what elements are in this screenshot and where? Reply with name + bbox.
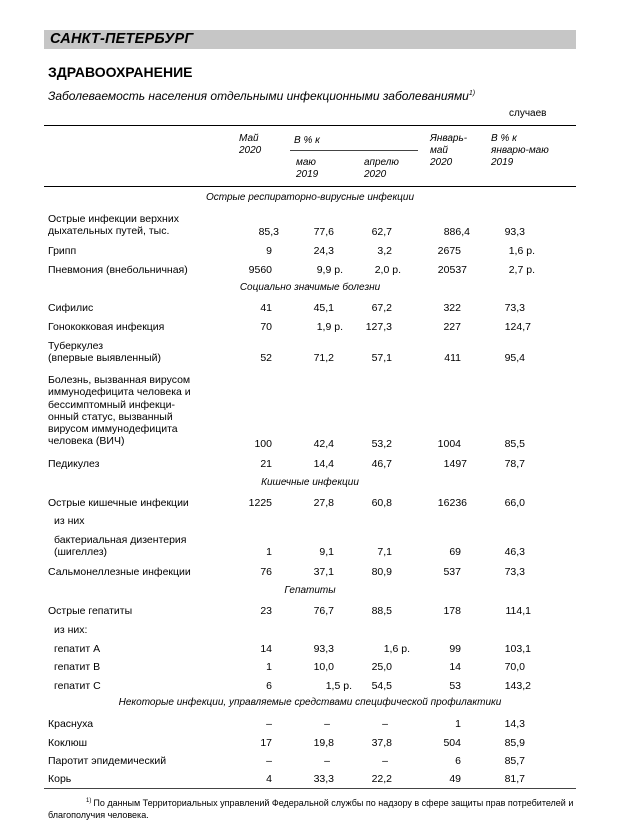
row-label: Острые кишечные инфекции	[48, 497, 189, 509]
cell-pct-april-2020: 53,2	[371, 438, 392, 450]
cell-may-2020: 14	[260, 643, 272, 655]
cell-pct-jan-may-2019: 46,3	[504, 546, 525, 558]
cell-jan-may-2020: 1	[455, 718, 461, 730]
row-label: Сифилис	[48, 302, 94, 314]
cell-pct-april-2020: 80,9	[371, 566, 392, 578]
row-label: гепатит А	[54, 643, 101, 655]
row-label: Сальмонеллезные инфекции	[48, 566, 191, 578]
table-title-footnote-mark: 1)	[468, 90, 476, 97]
table-title	[48, 89, 475, 103]
cell-pct-may-2019: 37,1	[313, 566, 334, 578]
table-title-text: Заболеваемость населения отдельными инфекционными заболеваниями	[48, 89, 469, 103]
cell-pct-may-2019: 19,8	[313, 737, 334, 749]
cell-pct-jan-may-2019: 1,6 р.	[508, 245, 535, 257]
cell-pct-may-2019: –	[324, 718, 330, 730]
cell-may-2020: 52	[260, 352, 272, 364]
cell-may-2020: 100	[254, 438, 272, 450]
row-label: Гонококковая инфекция	[48, 321, 165, 333]
cell-may-2020: –	[266, 755, 272, 767]
cell-jan-may-2020: 53	[449, 680, 461, 692]
cell-pct-april-2020: 7,1	[377, 546, 392, 558]
cell-may-2020: 76	[260, 566, 272, 578]
cell-may-2020: 4	[266, 773, 272, 785]
cell-pct-jan-may-2019: 73,3	[504, 566, 525, 578]
row-label: Паротит эпидемический	[48, 755, 167, 767]
cell-pct-april-2020: 62,7	[371, 226, 392, 238]
cell-pct-jan-may-2019: 81,7	[504, 773, 525, 785]
cell-may-2020: 23	[260, 605, 272, 617]
cell-may-2020: 17	[260, 737, 272, 749]
pct-group-rule	[290, 150, 418, 151]
cell-may-2020: 21	[260, 458, 272, 470]
cell-pct-april-2020: 1,6 р.	[383, 643, 410, 655]
cell-pct-may-2019: 9,9 р.	[316, 264, 343, 276]
row-label: Туберкулез (впервые выявленный)	[48, 340, 161, 365]
cell-pct-jan-may-2019: 93,3	[504, 226, 525, 238]
cell-pct-april-2020: 37,8	[371, 737, 392, 749]
cell-pct-jan-may-2019: 66,0	[504, 497, 525, 509]
cell-jan-may-2020: 227	[443, 321, 461, 333]
col-header-jan-may-2020: Январь- май 2020	[430, 133, 468, 168]
section-heading: Острые респираторно-вирусные инфекции	[205, 192, 415, 203]
cell-jan-may-2020: 537	[443, 566, 461, 578]
section-heading: Некоторые инфекции, управляемые средствами специфической профилактики	[118, 697, 502, 708]
row-label: гепатит С	[54, 680, 101, 692]
cell-pct-april-2020: 57,1	[371, 352, 392, 364]
row-label: Острые гепатиты	[48, 605, 133, 617]
row-label: Пневмония (внебольничная)	[48, 264, 188, 276]
section-heading: Гепатиты	[284, 585, 336, 596]
cell-pct-jan-may-2019: 73,3	[504, 302, 525, 314]
cell-pct-jan-may-2019: 70,0	[504, 661, 525, 673]
cell-pct-jan-may-2019: 143,2	[504, 680, 531, 692]
row-label: Коклюш	[48, 737, 88, 749]
cell-pct-may-2019: 10,0	[313, 661, 334, 673]
row-label: Педикулез	[48, 458, 100, 470]
row-label: Острые инфекции верхних дыхательных путей, тыс.	[48, 213, 179, 238]
cell-may-2020: 6	[266, 680, 272, 692]
row-label: гепатит В	[54, 661, 101, 673]
cell-pct-may-2019: 42,4	[313, 438, 334, 450]
cell-pct-jan-may-2019: 85,9	[504, 737, 525, 749]
row-label: из них:	[54, 624, 88, 636]
col-header-pct-group: В % к	[294, 135, 320, 146]
cell-may-2020: 41	[260, 302, 272, 314]
cell-jan-may-2020: 99	[449, 643, 461, 655]
table-units: случаев	[509, 108, 547, 119]
footnote	[48, 795, 578, 821]
row-label: Корь	[48, 773, 72, 785]
cell-pct-april-2020: 22,2	[371, 773, 392, 785]
cell-pct-jan-may-2019: 124,7	[504, 321, 531, 333]
cell-pct-jan-may-2019: 14,3	[504, 718, 525, 730]
cell-jan-may-2020: 1497	[443, 458, 467, 470]
cell-pct-may-2019: 76,7	[313, 605, 334, 617]
section-heading: Кишечные инфекции	[261, 477, 359, 488]
region-header-bar	[44, 30, 576, 49]
cell-may-2020: 9560	[248, 264, 272, 276]
cell-jan-may-2020: 69	[449, 546, 461, 558]
cell-pct-may-2019: 14,4	[313, 458, 334, 470]
region-title: САНКТ-ПЕТЕРБУРГ	[50, 31, 194, 47]
cell-pct-may-2019: 71,2	[313, 352, 334, 364]
cell-jan-may-2020: 20537	[437, 264, 467, 276]
footnote-text: По данным Территориальных управлений Федеральной службы по надзору в сфере защиты прав потребителей и благополучия человека.	[48, 798, 574, 820]
cell-pct-april-2020: 54,5	[371, 680, 392, 692]
cell-pct-april-2020: –	[382, 718, 388, 730]
cell-may-2020: 85,3	[258, 226, 279, 238]
col-header-may-2019: маю 2019	[296, 157, 319, 180]
cell-pct-jan-may-2019: 78,7	[504, 458, 525, 470]
cell-pct-april-2020: 25,0	[371, 661, 392, 673]
cell-pct-april-2020: 67,2	[371, 302, 392, 314]
cell-pct-jan-may-2019: 103,1	[504, 643, 531, 655]
row-label: Грипп	[48, 245, 77, 257]
cell-pct-may-2019: 33,3	[313, 773, 334, 785]
cell-pct-may-2019: 9,1	[319, 546, 334, 558]
cell-pct-may-2019: 93,3	[313, 643, 334, 655]
cell-pct-jan-may-2019: 95,4	[504, 352, 525, 364]
cell-pct-april-2020: 46,7	[371, 458, 392, 470]
cell-pct-may-2019: –	[324, 755, 330, 767]
cell-pct-may-2019: 27,8	[313, 497, 334, 509]
cell-jan-may-2020: 886,4	[443, 226, 470, 238]
col-header-april-2020: апрелю 2020	[364, 157, 399, 180]
cell-jan-may-2020: 411	[444, 352, 461, 364]
cell-jan-may-2020: 1004	[437, 438, 461, 450]
cell-pct-april-2020: –	[382, 755, 388, 767]
row-label: из них	[54, 515, 85, 527]
footnote-mark: 1)	[86, 798, 92, 804]
cell-jan-may-2020: 178	[443, 605, 461, 617]
cell-pct-may-2019: 77,6	[313, 226, 334, 238]
col-header-may-2020: Май 2020	[239, 133, 262, 156]
cell-pct-may-2019: 1,9 р.	[316, 321, 343, 333]
section-heading: Социально значимые болезни	[239, 282, 381, 293]
cell-may-2020: 70	[260, 321, 272, 333]
cell-pct-jan-may-2019: 2,7 р.	[508, 264, 535, 276]
cell-pct-may-2019: 45,1	[313, 302, 334, 314]
cell-pct-april-2020: 2,0 р.	[374, 264, 401, 276]
cell-jan-may-2020: 6	[455, 755, 461, 767]
cell-jan-may-2020: 14	[449, 661, 461, 673]
header-bottom-rule	[44, 186, 576, 187]
cell-jan-may-2020: 322	[443, 302, 461, 314]
cell-jan-may-2020: 2675	[437, 245, 461, 257]
cell-pct-april-2020: 88,5	[371, 605, 392, 617]
cell-pct-may-2019: 24,3	[313, 245, 334, 257]
cell-may-2020: –	[266, 718, 272, 730]
cell-pct-jan-may-2019: 85,5	[504, 438, 525, 450]
cell-may-2020: 1225	[248, 497, 272, 509]
cell-pct-april-2020: 127,3	[365, 321, 392, 333]
cell-may-2020: 1	[266, 661, 272, 673]
cell-jan-may-2020: 504	[443, 737, 461, 749]
cell-pct-jan-may-2019: 85,7	[504, 755, 525, 767]
row-label: Краснуха	[48, 718, 94, 730]
cell-pct-april-2020: 60,8	[371, 497, 392, 509]
cell-may-2020: 9	[266, 245, 272, 257]
row-label: бактериальная дизентерия (шигеллез)	[54, 534, 187, 559]
table-top-rule	[44, 125, 576, 126]
section-title: ЗДРАВООХРАНЕНИЕ	[48, 64, 193, 80]
cell-pct-may-2019: 1,5 р.	[325, 680, 352, 692]
cell-pct-april-2020: 3,2	[377, 245, 392, 257]
cell-jan-may-2020: 49	[449, 773, 461, 785]
cell-pct-jan-may-2019: 114,1	[505, 605, 531, 617]
cell-jan-may-2020: 16236	[437, 497, 467, 509]
cell-may-2020: 1	[266, 546, 272, 558]
col-header-pct-jan-may-2019: В % к январю-маю 2019	[491, 133, 549, 168]
row-label: Болезнь, вызванная вирусом иммунодефицита человека и бессимптомный инфекци- онный статус, вызванный вирусом иммунодефицита человека (ВИЧ)	[48, 374, 191, 448]
table-bottom-rule	[44, 788, 576, 789]
